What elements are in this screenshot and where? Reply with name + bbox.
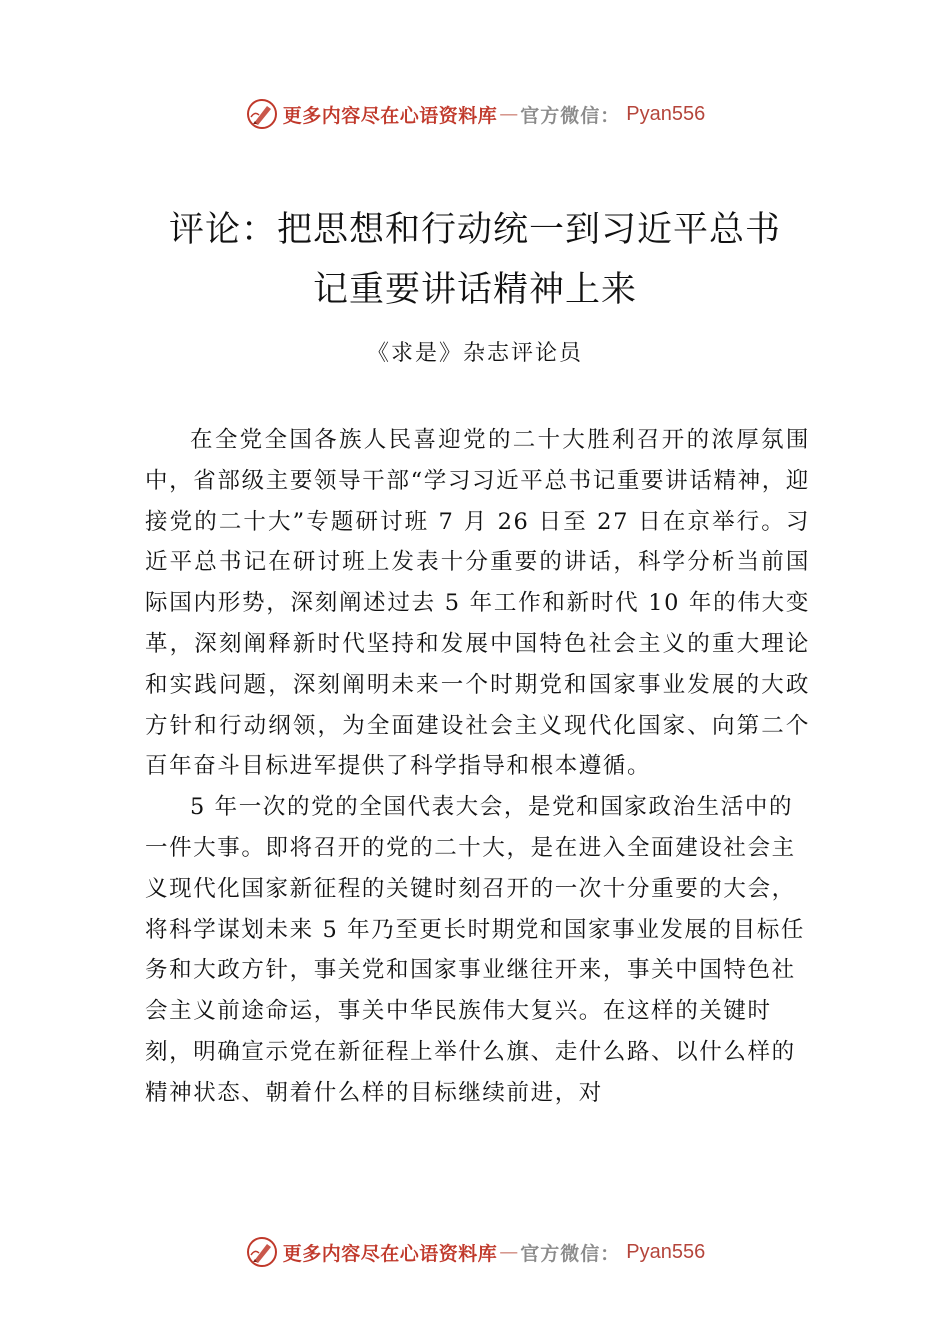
watermark-footer (0, 1232, 950, 1272)
title-line-2: 记重要讲话精神上来 (312, 270, 637, 310)
paragraph: 在全党全国各族人民喜迎党的二十大胜利召开的浓厚氛围中，省部级主要领导干部“学习习近平总书记重要讲话精神，迎接党的二十大”专题研讨班 7 月 26 日至 27 日在京举行。习近平总书记在研讨班上发表十分重要的讲话，科学分析当前国际国内形势，深刻阐述过去 5 年工作和新时代 10 年的伟大变革，深刻阐释新时代坚持和发展中国特色社会主义的重大理论和实践问题，深刻阐明未来一个时期党和国家事业发展的大政方针和行动纲领，为全面建设社会主义现代化国家、向第二个百年奋斗目标进军提供了科学指导和根本遵循。 (145, 427, 810, 780)
watermark-wechat-id: Pyan556 (626, 102, 706, 125)
watermark-separator: — (499, 103, 519, 125)
watermark-wechat-id: Pyan556 (626, 1240, 706, 1263)
article-body (145, 420, 810, 1114)
pen-logo-icon (245, 1235, 279, 1269)
watermark-label: 官方微信： (520, 1242, 621, 1265)
article-title (0, 200, 950, 320)
title-line-1: 评论：把思想和行动统一到习近平总书 (168, 210, 781, 250)
watermark-label: 官方微信： (520, 104, 621, 127)
pen-logo-icon (245, 97, 279, 131)
watermark-text: 更多内容尽在心语资料库 (282, 1242, 498, 1265)
watermark-separator: — (499, 1241, 519, 1263)
paragraph: 5 年一次的党的全国代表大会，是党和国家政治生活中的一件大事。即将召开的党的二十大，是在进入全面建设社会主义现代化国家新征程的关键时刻召开的一次十分重要的大会，将科学谋划未来 5 年乃至更长时期党和国家事业发展的目标任务和大政方针，事关党和国家事业继往开来，事关中国特色社会主义前途命运，事关中华民族伟大复兴。在这样的关键时刻，明确宣示党在新征程上举什么旗、走什么路、以什么样的精神状态、朝着什么样的目标继续前进，对 (145, 794, 806, 1106)
watermark-text: 更多内容尽在心语资料库 (282, 104, 498, 127)
watermark-header (0, 94, 950, 134)
article-byline: 《求是》杂志评论员 (366, 341, 583, 366)
